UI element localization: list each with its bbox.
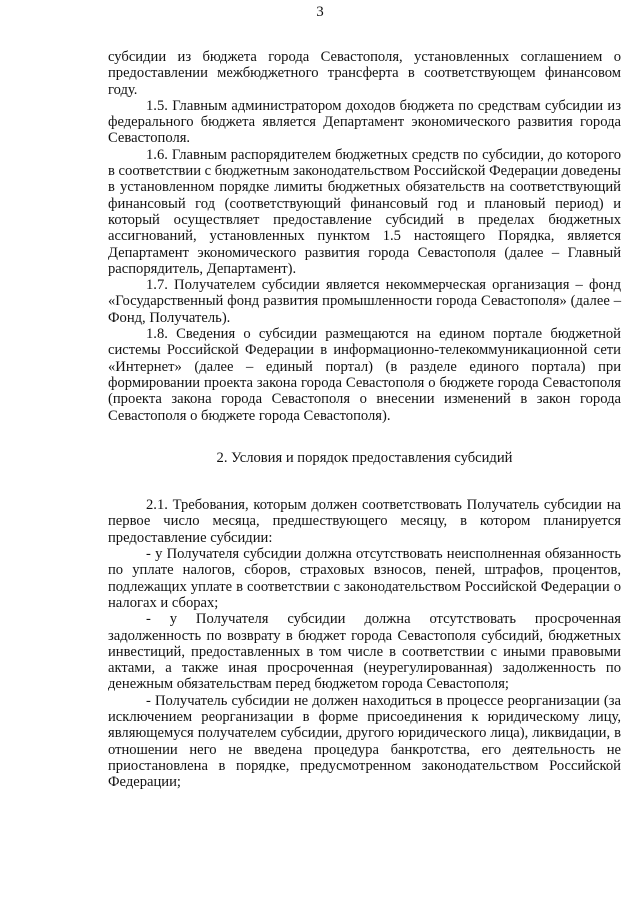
requirement-item-debt: - у Получателя субсидии должна отсутствовать просроченная задолженность по возврату в бюджет города Севастополя субсидий, бюджетных инвестиций, предоставленных в том числе в соответствии с иными правовыми актами, а также иная просроченная (неурегулированная) задолженность по денежным обязательствам перед бюджетом города Севастополя; <box>108 611 621 693</box>
requirement-item-reorganization: - Получатель субсидии не должен находиться в процессе реорганизации (за исключением реорганизации в форме присоединения к юридическому лицу, являющемуся получателем субсидии, другого юридического лица), ликвидации, в отношении него не введена процедура банкротства, его деятельность не приостановлена в порядке, предусмотренном законодательством Российской Федерации; <box>108 692 621 791</box>
document-body <box>108 49 621 790</box>
section-title: 2. Условия и порядок предоставления субсидий <box>216 449 513 466</box>
requirement-item-taxes: - у Получателя субсидии должна отсутствовать неисполненная обязанность по уплате налогов, сборов, страховых взносов, пеней, штрафов, процентов, подлежащих уплате в соответствии с законодательством Российской Федерации о налогах и сборах; <box>108 546 621 611</box>
page-number: 3 <box>316 4 324 20</box>
paragraph-1-8: 1.8. Сведения о субсидии размещаются на едином портале бюджетной системы Российской Федерации в информационно-телекоммуникационной сети «Интернет» (далее – единый портал) (в разделе единого портала) при формировании проекта закона города Севастополя о бюджете города Севастополя (проекта закона города Севастополя о внесении изменений в закон города Севастополя о бюджете города Севастополя). <box>108 326 621 424</box>
paragraph-1-5: 1.5. Главным администратором доходов бюджета по средствам субсидии из федерального бюджета является Департамент экономического развития города Севастополя. <box>108 97 621 147</box>
paragraph-1-6: 1.6. Главным распорядителем бюджетных средств по субсидии, до которого в соответствии с бюджетным законодательством Российской Федерации доведены в установленном порядке лимиты бюджетных обязательств на соответствующий финансовый год (соответствующий финансовый год и плановый период) и который осуществляет предоставление субсидий в пределах бюджетных ассигнований, установленных пунктом 1.5 настоящего Порядка, является Департамент экономического развития города Севастополя (далее – Главный распорядитель, Департамент). <box>108 146 621 277</box>
paragraph-2-1: 2.1. Требования, которым должен соответствовать Получатель субсидии на первое число месяца, предшествующего месяцу, в котором планируется предоставление субсидии: <box>108 497 621 546</box>
paragraph-1-7: 1.7. Получателем субсидии является некоммерческая организация – фонд «Государственный фонд развития промышленности города Севастополя» (далее – Фонд, Получатель). <box>108 277 621 326</box>
paragraph-continuation: субсидии из бюджета города Севастополя, установленных соглашением о предоставлении межбюджетного трансферта в соответствующем финансовом году. <box>108 49 621 98</box>
